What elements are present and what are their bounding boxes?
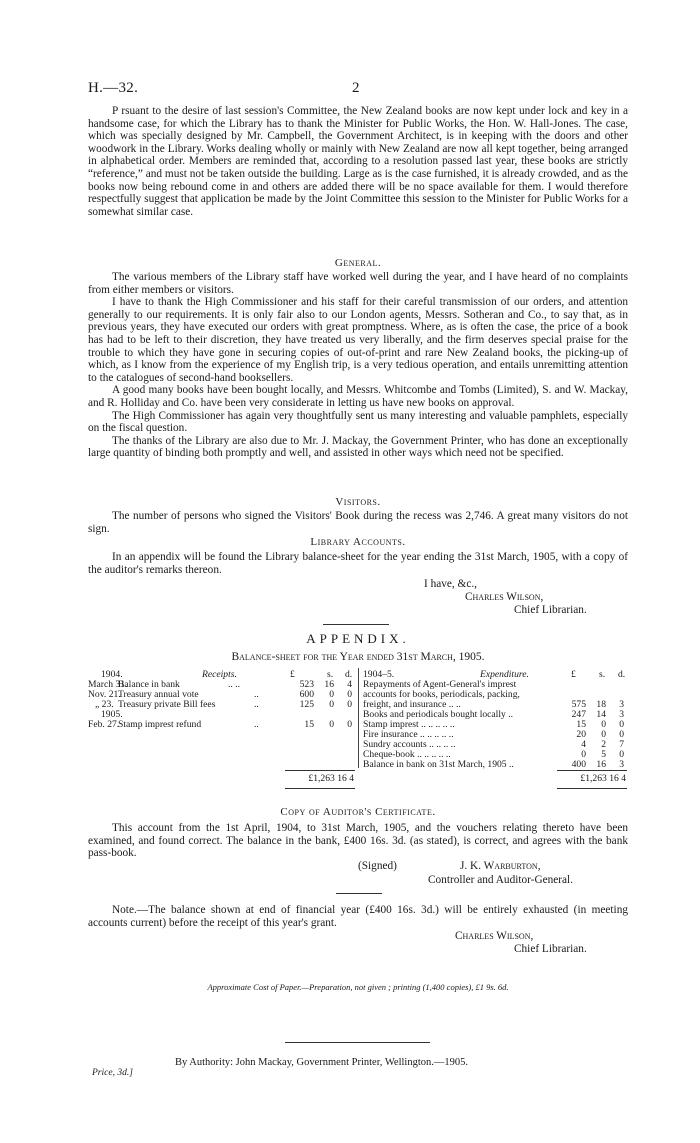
expenditure-shillings: 0	[601, 729, 606, 740]
signoff-name: Charles Wilson,	[465, 591, 544, 603]
receipts-total: £1,263 16 4	[308, 773, 354, 784]
receipt-pounds: 125	[299, 699, 314, 710]
expenditure-shillings: 2	[601, 739, 606, 750]
note-section	[88, 904, 628, 929]
visitors-paragraph: The number of persons who signed the Visitors' Book during the recess was 2,746. A great many visitors do not sign.	[88, 510, 628, 535]
note-paragraph: Note.—The balance shown at end of financial year (£400 16s. 3d.) will be entirely exhausted (in meeting accounts current) before the receipt of this year's grant.	[88, 904, 628, 929]
price-note: Price, 3d.]	[92, 1068, 133, 1078]
auditor-name: J. K. Warburton,	[460, 860, 541, 872]
receipt-date: Nov. 21.	[88, 689, 121, 700]
expenditure-pence-header: d.	[618, 669, 626, 680]
note-signer-title: Chief Librarian.	[514, 943, 587, 955]
receipt-pence: 0	[347, 699, 352, 710]
expenditure-year-header: 1904–5.	[363, 669, 395, 680]
expenditure-pounds: 575	[571, 699, 586, 710]
expenditure-pounds: 4	[581, 739, 586, 750]
expenditure-item: accounts for books, periodicals, packing,	[363, 689, 520, 700]
table-column-divider	[358, 668, 359, 768]
paper-reference: H.—32.	[88, 80, 139, 96]
expenditure-pounds: 15	[576, 719, 586, 730]
expenditure-shillings: 16	[596, 759, 606, 770]
general-paragraph: The thanks of the Library are also due to Mr. J. Mackay, the Government Printer, who has done an exceptionally large quantity of binding both promptly and well, and assisted in other ways which need not be specified.	[88, 434, 628, 460]
receipt-pounds: 523	[299, 679, 314, 690]
expenditure-header: Expenditure.	[480, 669, 529, 680]
general-paragraph: The various members of the Library staff have worked well during the year, and I have heard of no complaints from either members or visitors.	[88, 271, 628, 296]
intro-text: P rsuant to the desire of last session's Committee, the New Zealand books are now kept under lock and key in a handsome case, for which the Library has to thank the Minister for Public Works, the Hon. W. Hall-Jones. The case, which was specially designed by Mr. Campbell, the Government Architect, is in keeping with the doors and other woodwork in the Library. Works dealing wholly or mainly with New Zealand are now all kept together, being arranged in alphabetical order. Members are reminded that, according to a resolution passed last year, these books are strictly “reference,” and must not be taken outside the building. Large as is the case furnished, it is already crowded, and as the books now being rebound come in and others are added there will be no space available for them. I would therefore respectfully suggest that application be made by the Joint Committee this session to the Minister for Public Works for a somewhat similar case.	[88, 105, 628, 218]
appendix-title: APPENDIX.	[306, 631, 410, 646]
expenditure-pence: 3	[619, 759, 624, 770]
library-accounts-paragraph: In an appendix will be found the Library balance-sheet for the year ending the 31st March, 1905, with a copy of the auditor's remarks thereon.	[88, 551, 628, 576]
receipt-shillings: 0	[329, 699, 334, 710]
receipt-pence: 4	[347, 679, 352, 690]
signoff-closing: I have, &c.,	[424, 578, 478, 590]
expenditure-total-underline	[557, 788, 627, 789]
auditor-title: Controller and Auditor-General.	[428, 874, 574, 886]
receipts-total-underline	[285, 788, 355, 789]
receipt-item: Stamp imprest refund	[118, 719, 202, 730]
general-paragraph: A good many books have been bought locally, and Messrs. Whitcombe and Tombs (Limited), S. and W. Mackay, and R. Holliday and Co. have been very considerate in letting us have new books on approval.	[88, 384, 628, 409]
expenditure-pounds: 0	[581, 749, 586, 760]
general-heading: General.	[334, 257, 382, 269]
receipts-shillings-header: s.	[327, 669, 334, 680]
expenditure-item: Fire insurance .. .. .. .. ..	[363, 729, 454, 740]
receipt-dots: ..	[254, 699, 259, 710]
receipt-item: Treasury annual vote	[118, 689, 199, 700]
receipt-date: „ 23.	[95, 699, 114, 710]
expenditure-pence: 3	[619, 709, 624, 720]
note-divider	[336, 893, 382, 894]
receipt-date: March 31.	[88, 679, 128, 690]
receipt-dots: ..	[254, 689, 259, 700]
expenditure-shillings: 5	[601, 749, 606, 760]
receipt-pence: 0	[347, 689, 352, 700]
expenditure-shillings: 14	[596, 709, 606, 720]
expenditure-shillings: 18	[596, 699, 606, 710]
receipt-shillings: 0	[329, 719, 334, 730]
expenditure-pence: 0	[619, 729, 624, 740]
general-paragraph: The High Commissioner has again very thoughtfully sent us many interesting and valuable pamphlets, especially on the fiscal question.	[88, 409, 628, 435]
expenditure-total-rule	[557, 770, 627, 771]
receipt-year: 1905.	[101, 709, 123, 720]
expenditure-item: Balance in bank on 31st March, 1905 ..	[363, 759, 514, 770]
expenditure-pence: 3	[619, 699, 624, 710]
auditor-section	[88, 822, 628, 860]
expenditure-total: £1,263 16 4	[580, 773, 626, 784]
expenditure-item: freight, and insurance .. ..	[363, 699, 461, 710]
receipts-header: Receipts.	[202, 669, 237, 680]
cost-note: Approximate Cost of Paper.—Preparation, not given ; printing (1,400 copies), £1 9s. 6d.	[207, 982, 509, 992]
library-accounts-heading: Library Accounts.	[310, 536, 406, 548]
receipts-year-header: 1904.	[101, 669, 123, 680]
receipt-pounds: 600	[299, 689, 314, 700]
expenditure-item: Cheque-book .. .. .. .. ..	[363, 749, 451, 760]
auditor-paragraph: This account from the 1st April, 1904, to 31st March, 1905, and the vouchers relating thereto have been examined, and found correct. The balance in the bank, £400 16s. 3d. (as stated), is correct, and agrees with the bank pass-book.	[88, 822, 628, 860]
expenditure-pounds-header: £	[571, 669, 576, 680]
balance-sheet-title: Balance-sheet for the Year ended 31st March, 1905.	[231, 651, 485, 663]
expenditure-pounds: 20	[576, 729, 586, 740]
receipts-pence-header: d.	[345, 669, 353, 680]
general-paragraph: I have to thank the High Commissioner and his staff for their careful transmission of our orders, and attention generally to our requirements. It is only fair also to our London agents, Messrs. Sotheran and Co., to say that, as in previous years, they have executed our orders with great promptness. Where, as is often the case, the price of a book has had to be left to their discretion, they have treated us very liberally, and the firm deserves special praise for the trouble to which they have gone in securing copies of out-of-print and rare New Zealand books, the picking-up of which, as I know from the experience of my English trip, is a very tedious operation, and entails unremitting attention to the catalogues of second-hand booksellers.	[88, 296, 628, 384]
receipt-item: Balance in bank	[118, 679, 180, 690]
expenditure-item: Books and periodicals bought locally ..	[363, 709, 514, 720]
receipt-shillings: 0	[329, 689, 334, 700]
receipt-date: Feb. 27.	[88, 719, 120, 730]
footer-divider	[285, 1042, 430, 1043]
receipt-pence: 0	[347, 719, 352, 730]
receipts-pounds-header: £	[290, 669, 295, 680]
receipt-pounds: 15	[304, 719, 314, 730]
page-number: 2	[352, 80, 360, 96]
expenditure-pence: 7	[619, 739, 624, 750]
expenditure-pounds: 247	[571, 709, 586, 720]
expenditure-item: Repayments of Agent-General's imprest	[363, 679, 517, 690]
printing-authority: By Authority: John Mackay, Government Printer, Wellington.—1905.	[175, 1057, 468, 1068]
expenditure-item: Sundry accounts .. .. .. ..	[363, 739, 456, 750]
receipts-total-rule	[285, 770, 355, 771]
receipt-dots: ..	[254, 719, 259, 730]
signoff-title: Chief Librarian.	[514, 604, 587, 616]
expenditure-shillings: 0	[601, 719, 606, 730]
receipt-item: Treasury private Bill fees	[118, 699, 216, 710]
auditor-heading: Copy of Auditor's Certificate.	[280, 806, 436, 818]
expenditure-pounds: 400	[571, 759, 586, 770]
expenditure-pence: 0	[619, 749, 624, 760]
receipt-dots: .. ..	[228, 679, 240, 690]
note-signer-name: Charles Wilson,	[455, 930, 534, 942]
receipt-shillings: 16	[324, 679, 334, 690]
auditor-signed: (Signed)	[358, 860, 397, 872]
expenditure-item: Stamp imprest .. .. .. .. ..	[363, 719, 455, 730]
expenditure-shillings-header: s.	[599, 669, 606, 680]
expenditure-pence: 0	[619, 719, 624, 730]
visitors-heading: Visitors.	[335, 496, 381, 508]
